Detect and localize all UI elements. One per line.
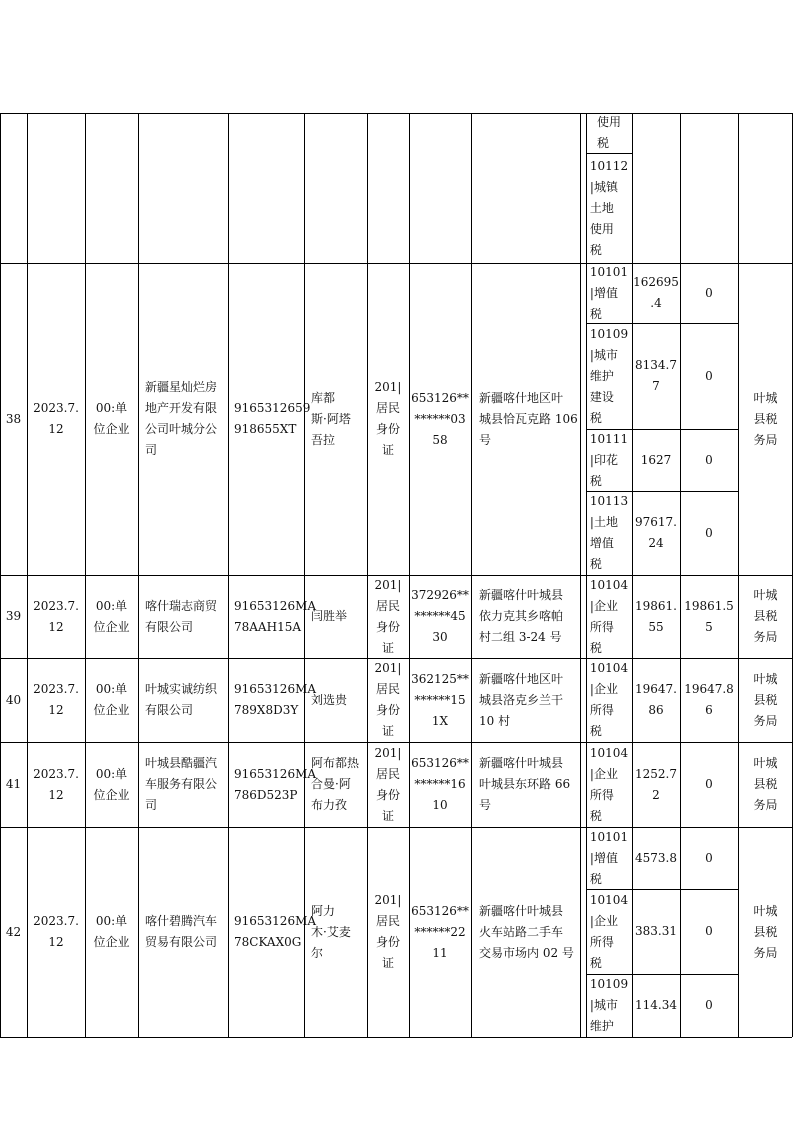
legal-person-name: 闫胜举 (311, 609, 348, 623)
id-type-cell (367, 575, 409, 658)
tax-amount-text: 4573.8 (635, 850, 677, 865)
table-rule (0, 1037, 792, 1038)
table-rule (0, 263, 792, 264)
id-type-text: 201| 居民 身份 证 (374, 893, 402, 970)
paid-amount-cell (680, 658, 738, 742)
paid-amount-text: 0 (705, 998, 713, 1012)
seq-number: 39 (5, 609, 22, 623)
taxpayer-type-text: 00:单 位企业 (93, 914, 130, 949)
tax-item-cell (586, 429, 632, 491)
tax-item-text: 使用 税 (596, 115, 621, 150)
legal-person-cell (304, 658, 367, 742)
legal-person-cell (304, 827, 367, 1037)
table-rule (680, 113, 681, 1037)
address-cell (471, 827, 580, 1037)
seq-cell (0, 575, 27, 658)
table-rule (0, 742, 792, 743)
taxpayer-type-text: 00:单 位企业 (93, 766, 130, 802)
date-cell (27, 263, 85, 575)
credit-code: 91653126MA 78CKAX0G (234, 914, 317, 949)
tax-amount-text: 8134.7 7 (635, 358, 677, 393)
date-text: 2023.7. 12 (33, 682, 79, 717)
company-name: 新疆星灿烂房 地产开发有限 公司叶城分公 司 (145, 380, 218, 457)
table-rule (586, 491, 738, 492)
tax-item-text: 10101 |增值 税 (589, 264, 629, 321)
paid-amount-text: 0 (705, 285, 713, 300)
table-rule (85, 113, 86, 1037)
date-cell (27, 658, 85, 742)
paid-amount-cell (680, 974, 738, 1037)
tax-amount-text: 97617. 24 (635, 515, 677, 550)
id-type-cell (367, 742, 409, 827)
tax-amount-cell (632, 742, 680, 827)
tax-item-cell (586, 827, 632, 889)
credit-code: 9165312659 918655XT (234, 401, 311, 436)
seq-cell (0, 658, 27, 742)
credit-code: 91653126MA 786D523P (234, 766, 317, 802)
id-type-text: 201| 居民 身份 证 (374, 745, 402, 823)
address-text: 新疆喀什叶城县 火车站路二手车 交易市场内 02 号 (479, 903, 574, 960)
address-cell (471, 658, 580, 742)
seq-cell (0, 263, 27, 575)
seq-number: 41 (5, 777, 22, 791)
paid-amount-text: 0 (705, 924, 713, 938)
legal-person-name: 阿布都热 合曼·阿 布力孜 (311, 756, 360, 812)
id-type-cell (367, 658, 409, 742)
table-rule (586, 323, 738, 324)
address-text: 新疆喀什地区叶 城县洛克乡兰干 10 村 (479, 671, 564, 728)
tax-amount-text: 1627 (640, 452, 672, 467)
seq-cell (0, 742, 27, 827)
date-text: 2023.7. 12 (33, 766, 79, 802)
id-number-cell (409, 827, 471, 1037)
table-rule (586, 889, 738, 890)
legal-person-name: 刘选贵 (311, 692, 348, 707)
company-name: 喀什瑞志商贸 有限公司 (145, 598, 218, 634)
date-cell (27, 827, 85, 1037)
company-cell (138, 742, 228, 827)
paid-amount-cell (680, 263, 738, 323)
tax-item-text: 10104 |企业 所得 税 (589, 892, 629, 970)
tax-item-cell (586, 263, 632, 323)
id-type-text: 201| 居民 身份 证 (374, 661, 402, 738)
paid-amount-text: 0 (705, 452, 713, 467)
table-rule (27, 113, 28, 1037)
id-type-text: 201| 居民 身份 证 (374, 577, 402, 655)
id-number-text: 653126** ******03 58 (411, 390, 469, 447)
table-rule (586, 113, 587, 1037)
legal-person-cell (304, 263, 367, 575)
table-rule (0, 827, 792, 828)
legal-person-cell (304, 742, 367, 827)
paid-amount-cell (680, 889, 738, 974)
authority-cell (738, 263, 793, 575)
seq-number: 38 (5, 411, 22, 426)
tax-amount-cell (632, 429, 680, 491)
tax-amount-cell (632, 827, 680, 889)
seq-number: 42 (5, 924, 22, 939)
date-text: 2023.7. 12 (33, 598, 79, 634)
legal-person-cell (304, 575, 367, 658)
paid-amount-text: 0 (705, 850, 713, 865)
tax-authority-text: 叶城 县税 务局 (753, 671, 778, 728)
id-number-text: 372926** ******45 30 (411, 588, 469, 644)
id-number-cell (409, 658, 471, 742)
tax-amount-cell (632, 889, 680, 974)
company-cell (138, 658, 228, 742)
table-rule (586, 429, 738, 430)
company-name: 叶城县酷疆汽 车服务有限公 司 (145, 756, 218, 812)
tax-item-cell (586, 575, 632, 658)
taxpayer-type-cell (85, 263, 138, 575)
company-name: 叶城实诚纺织 有限公司 (145, 682, 218, 717)
table-rule (738, 113, 739, 1037)
table-rule (586, 153, 632, 154)
tax-item-cell (586, 658, 632, 742)
tax-authority-text: 叶城 县税 务局 (753, 903, 778, 960)
tax-item-text: 10101 |增值 税 (589, 829, 629, 886)
tax-item-text: 10113 |土地 增值 税 (589, 494, 629, 571)
taxpayer-type-text: 00:单 位企业 (93, 598, 130, 634)
taxpayer-type-text: 00:单 位企业 (93, 682, 130, 717)
id-number-text: 653126** ******16 10 (411, 756, 469, 812)
paid-amount-text: 0 (705, 525, 713, 540)
id-number-text: 362125** ******15 1X (411, 671, 469, 728)
taxpayer-type-text: 00:单 位企业 (93, 401, 130, 436)
tax-item-cell (586, 889, 632, 974)
tax-item-text: 10112 |城镇 土地 使用 税 (589, 158, 629, 257)
tax-item-cell (586, 323, 632, 429)
address-cell (471, 575, 580, 658)
paid-amount-cell (680, 491, 738, 575)
date-text: 2023.7. 12 (33, 914, 79, 949)
tax-amount-cell (632, 974, 680, 1037)
table-rule (632, 113, 633, 1037)
credit-code-cell (228, 658, 317, 742)
tax-amount-cell (632, 658, 680, 742)
seq-cell (0, 827, 27, 1037)
credit-code: 91653126MA 789X8D3Y (234, 682, 317, 717)
company-cell (138, 827, 228, 1037)
table-rule (367, 113, 368, 1037)
credit-code-cell (228, 742, 317, 827)
date-text: 2023.7. 12 (33, 401, 79, 436)
date-cell (27, 575, 85, 658)
table-rule (138, 113, 139, 1037)
paid-amount-text: 19861.5 5 (684, 598, 734, 634)
tax-item-cell (586, 974, 632, 1037)
legal-person-name: 库都 斯·阿塔 吾拉 (311, 390, 351, 447)
paid-amount-cell (680, 323, 738, 429)
tax-item-text: 10109 |城市 维护 建设 税 (589, 326, 629, 425)
address-text: 新疆喀什地区叶 城县恰瓦克路 106 号 (479, 390, 578, 447)
id-type-cell (367, 827, 409, 1037)
id-number-cell (409, 742, 471, 827)
table-rule (0, 658, 792, 659)
table-rule (0, 575, 792, 576)
address-cell (471, 263, 580, 575)
tax-amount-cell (632, 263, 680, 323)
table-rule (304, 113, 305, 1037)
date-cell (27, 742, 85, 827)
tax-item-text: 10111 |印花 税 (589, 431, 629, 488)
authority-cell (738, 575, 793, 658)
id-number-text: 653126** ******22 11 (411, 903, 469, 960)
id-number-cell (409, 263, 471, 575)
id-type-text: 201| 居民 身份 证 (374, 380, 402, 457)
tax-amount-text: 162695 .4 (633, 275, 679, 310)
paid-amount-text: 0 (705, 777, 713, 791)
credit-code-cell (228, 827, 317, 1037)
seq-number: 40 (5, 692, 22, 707)
tax-authority-text: 叶城 县税 务局 (753, 390, 778, 447)
table-rule (0, 113, 1, 1037)
legal-person-name: 阿力 木·艾麦 尔 (311, 903, 351, 960)
tax-amount-text: 383.31 (635, 924, 677, 938)
tax-item-cell (586, 742, 632, 827)
tax-amount-text: 19647. 86 (635, 682, 677, 717)
paid-amount-text: 0 (705, 368, 713, 383)
tax-item-cell (586, 153, 632, 263)
table-rule (409, 113, 410, 1037)
address-text: 新疆喀什叶城县 依力克其乡喀帕 村二组 3-24 号 (479, 588, 564, 644)
credit-code-cell (228, 575, 317, 658)
taxpayer-type-cell (85, 658, 138, 742)
authority-cell (738, 742, 793, 827)
credit-code-cell (228, 263, 311, 575)
tax-amount-text: 114.34 (635, 998, 677, 1012)
authority-cell (738, 658, 793, 742)
id-type-cell (367, 263, 409, 575)
company-name: 喀什碧腾汽车 贸易有限公司 (145, 914, 218, 949)
tax-item-text: 10104 |企业 所得 税 (589, 577, 629, 655)
paid-amount-cell (680, 827, 738, 889)
taxpayer-type-cell (85, 575, 138, 658)
tax-amount-cell (632, 323, 680, 429)
tax-amount-cell (632, 491, 680, 575)
address-cell (471, 742, 580, 827)
paid-amount-cell (680, 575, 738, 658)
table-rule (586, 974, 738, 975)
tax-item-text: 10109 |城市 维护 (589, 977, 629, 1033)
tax-amount-cell (632, 575, 680, 658)
credit-code: 91653126MA 78AAH15A (234, 598, 317, 634)
tax-amount-text: 19861. 55 (635, 598, 677, 634)
tax-amount-text: 1252.7 2 (635, 766, 677, 802)
taxpayer-type-cell (85, 742, 138, 827)
company-cell (138, 575, 228, 658)
tax-authority-text: 叶城 县税 务局 (753, 756, 778, 812)
tax-item-text: 10104 |企业 所得 税 (589, 745, 629, 823)
id-number-cell (409, 575, 471, 658)
table-rule (228, 113, 229, 1037)
company-cell (138, 263, 228, 575)
address-text: 新疆喀什叶城县 叶城县东环路 66 号 (479, 756, 571, 812)
authority-cell (738, 827, 793, 1037)
table-rule (0, 113, 792, 114)
paid-amount-cell (680, 429, 738, 491)
taxpayer-type-cell (85, 827, 138, 1037)
tax-item-cell (586, 491, 632, 575)
table-rule (471, 113, 472, 1037)
paid-amount-cell (680, 742, 738, 827)
tax-item-text: 10104 |企业 所得 税 (589, 661, 629, 738)
tax-authority-text: 叶城 县税 务局 (753, 588, 778, 644)
tax-item-cell (586, 113, 632, 153)
table-rule (580, 113, 581, 1037)
paid-amount-text: 19647.8 6 (684, 682, 734, 717)
